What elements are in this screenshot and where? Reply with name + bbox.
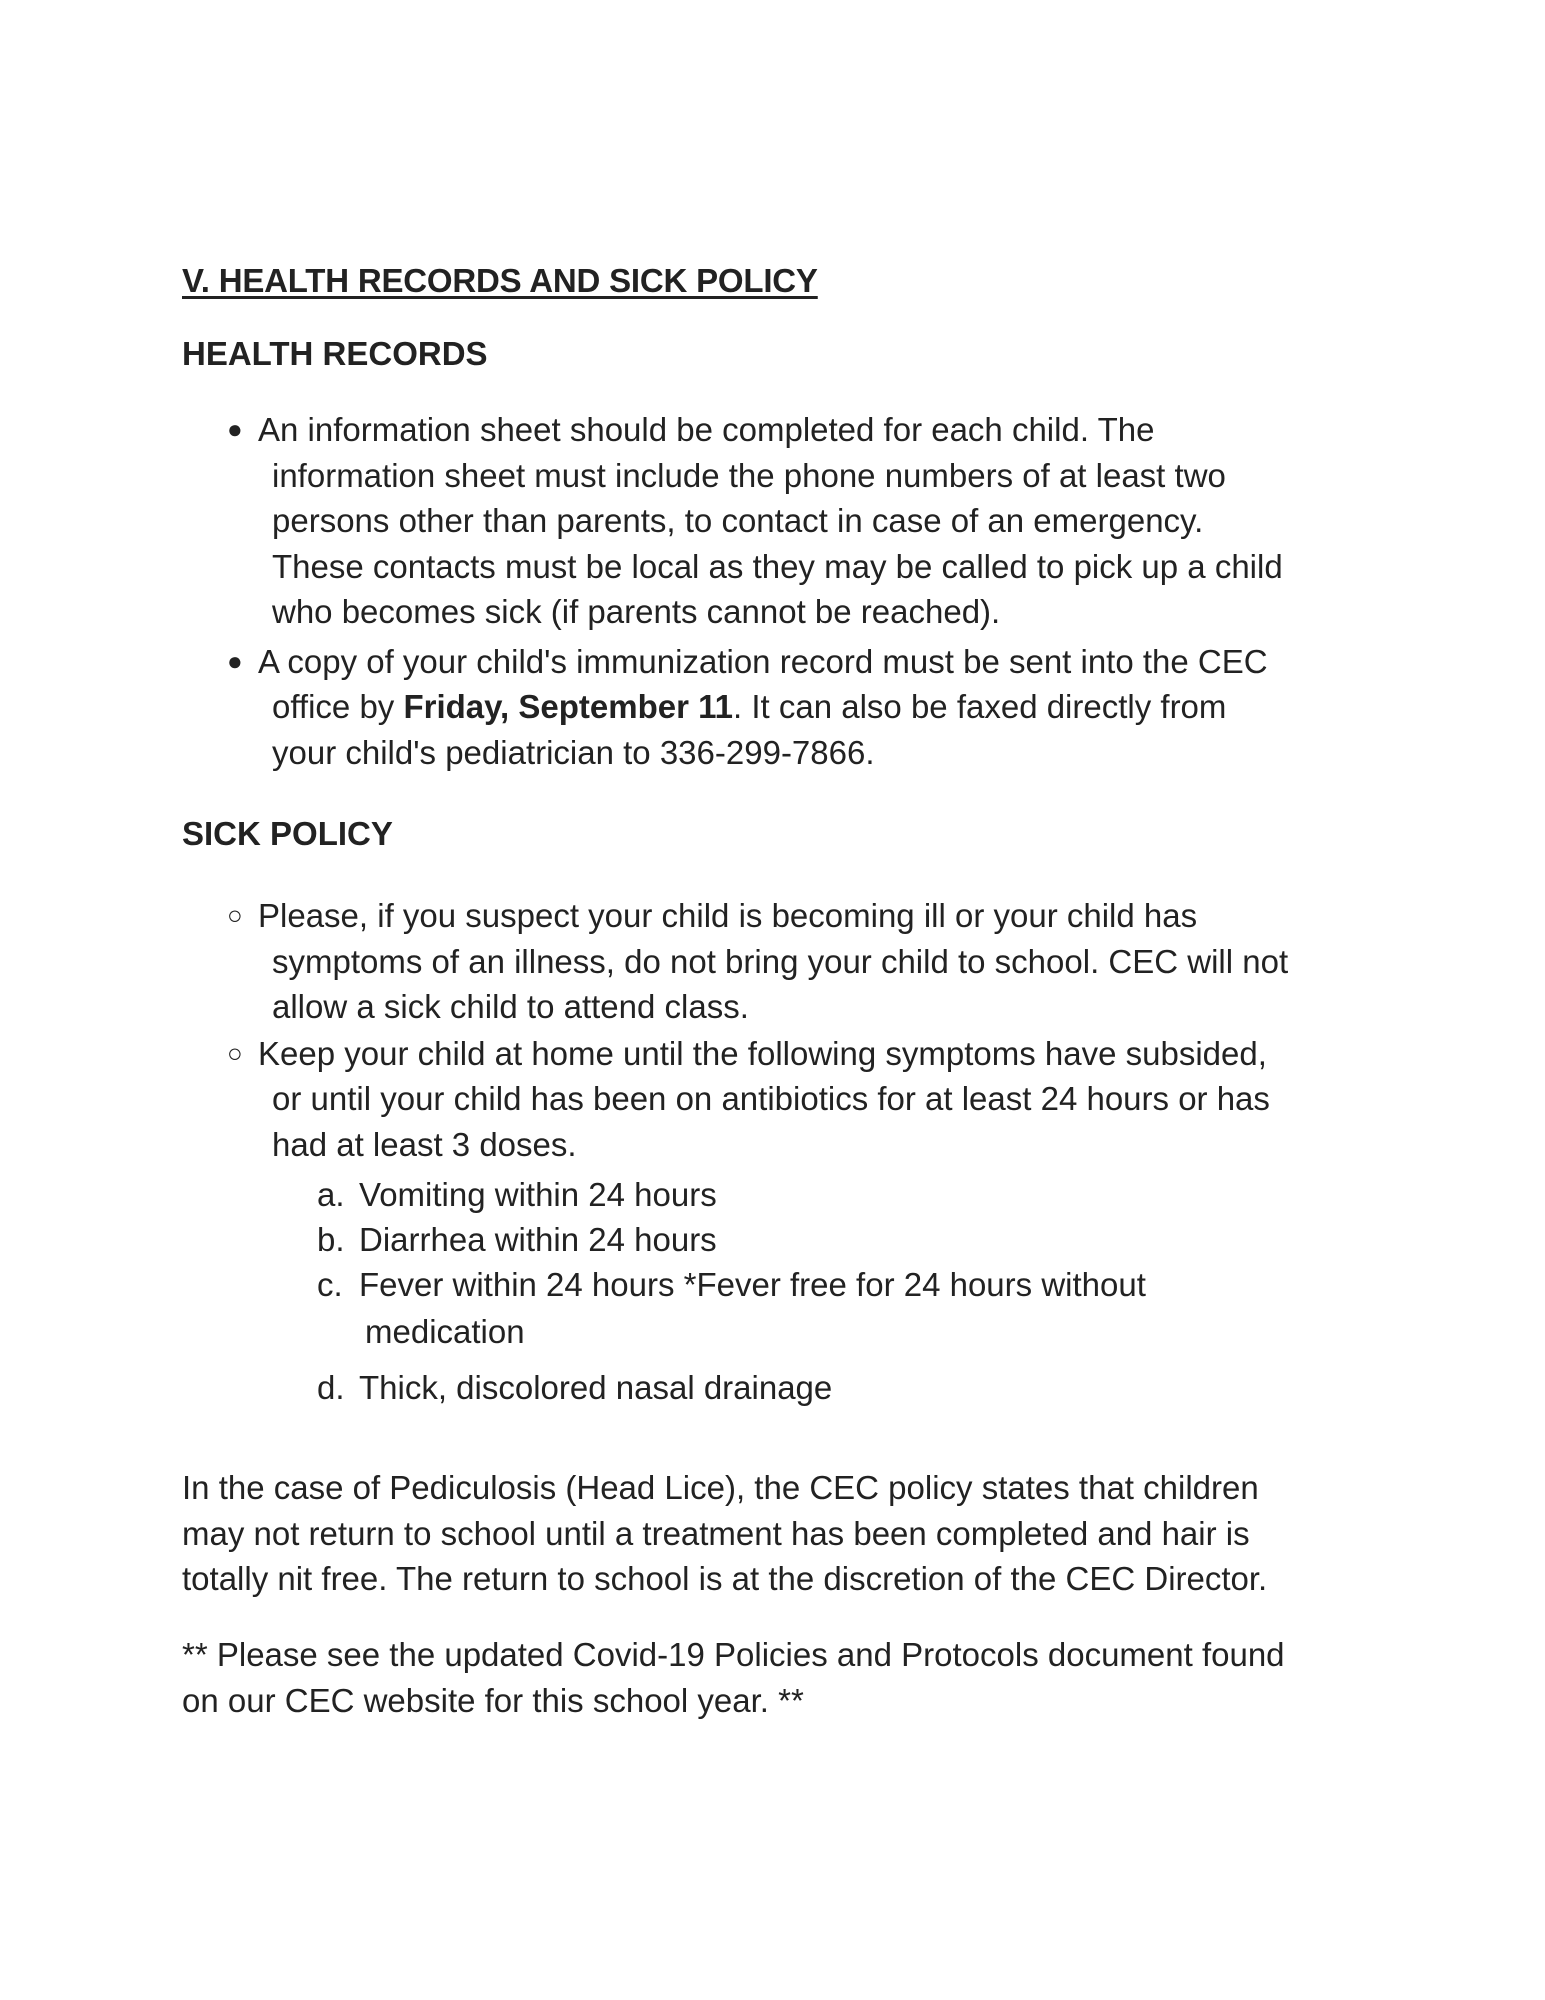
symptom-letter: d. [317, 1369, 345, 1406]
item-line: A copy of your child's immunization record must be sent into the CEC [258, 642, 1268, 680]
deadline-date: Friday, September 11 [403, 688, 734, 725]
symptom-text: Fever within 24 hours *Fever free for 24 hours without [359, 1266, 1146, 1303]
item-line: These contacts must be local as they may be called to pick up a child [272, 547, 1283, 585]
list-item [182, 1031, 1362, 1168]
item-line: Keep your child at home until the following symptoms have subsided, [258, 1034, 1267, 1072]
section-title: V. HEALTH RECORDS AND SICK POLICY [182, 262, 818, 299]
paragraph-line: totally nit free. The return to school is at the discretion of the CEC Director. [182, 1560, 1268, 1597]
item-line: or until your child has been on antibiotics for at least 24 hours or has [272, 1080, 1270, 1117]
symptom-text: Vomiting within 24 hours [359, 1176, 717, 1213]
paragraph-line: on our CEC website for this school year. ** [182, 1681, 804, 1719]
symptom-text: Diarrhea within 24 hours [359, 1221, 717, 1258]
bullet-icon: ● [227, 414, 243, 444]
bullet-icon: ● [227, 645, 243, 676]
symptom-list [182, 1172, 1149, 1410]
paragraph-line: ** Please see the updated Covid-19 Policies and Protocols document found [182, 1636, 1285, 1673]
symptom-item [182, 1172, 1149, 1217]
list-item [182, 893, 1362, 1030]
item-line: symptoms of an illness, do not bring your child to school. CEC will not [272, 942, 1289, 980]
symptom-item [182, 1262, 1149, 1307]
symptom-letter: b. [317, 1221, 345, 1258]
covid-note [182, 1632, 1382, 1723]
circle-bullet-icon: ○ [227, 900, 243, 930]
item-line [272, 684, 1362, 730]
symptom-item [182, 1217, 1149, 1262]
symptom-item [182, 1365, 1149, 1410]
symptom-item-continuation [182, 1307, 1149, 1357]
sick-policy-heading: SICK POLICY [182, 815, 393, 852]
symptom-letter: c. [317, 1266, 343, 1303]
item-line: who becomes sick (if parents cannot be reached). [272, 593, 1001, 630]
paragraph-line: In the case of Pediculosis (Head Lice), the CEC policy states that children [182, 1469, 1259, 1506]
head-lice-paragraph [182, 1465, 1382, 1602]
list-item [182, 407, 1362, 635]
list-item [182, 639, 1362, 776]
item-line: Please, if you suspect your child is becoming ill or your child has [258, 897, 1198, 934]
symptom-text: Thick, discolored nasal drainage [359, 1369, 833, 1406]
item-line: An information sheet should be completed for each child. The [258, 411, 1155, 448]
item-line: information sheet must include the phone numbers of at least two [272, 456, 1226, 494]
circle-bullet-icon: ○ [227, 1037, 243, 1068]
symptom-text: medication [365, 1313, 525, 1350]
sick-policy-list [182, 893, 1382, 1167]
paragraph-line: may not return to school until a treatment has been completed and hair is [182, 1514, 1250, 1552]
item-line: persons other than parents, to contact in case of an emergency. [272, 502, 1204, 539]
item-text: office by [272, 688, 404, 725]
health-records-list [182, 407, 1382, 775]
health-records-heading: HEALTH RECORDS [182, 335, 488, 372]
item-text: . It can also be faxed directly from [733, 688, 1227, 725]
item-line: allow a sick child to attend class. [272, 988, 749, 1025]
item-line: your child's pediatrician to 336-299-7866. [272, 733, 875, 771]
symptom-letter: a. [317, 1176, 345, 1213]
item-line: had at least 3 doses. [272, 1125, 577, 1163]
